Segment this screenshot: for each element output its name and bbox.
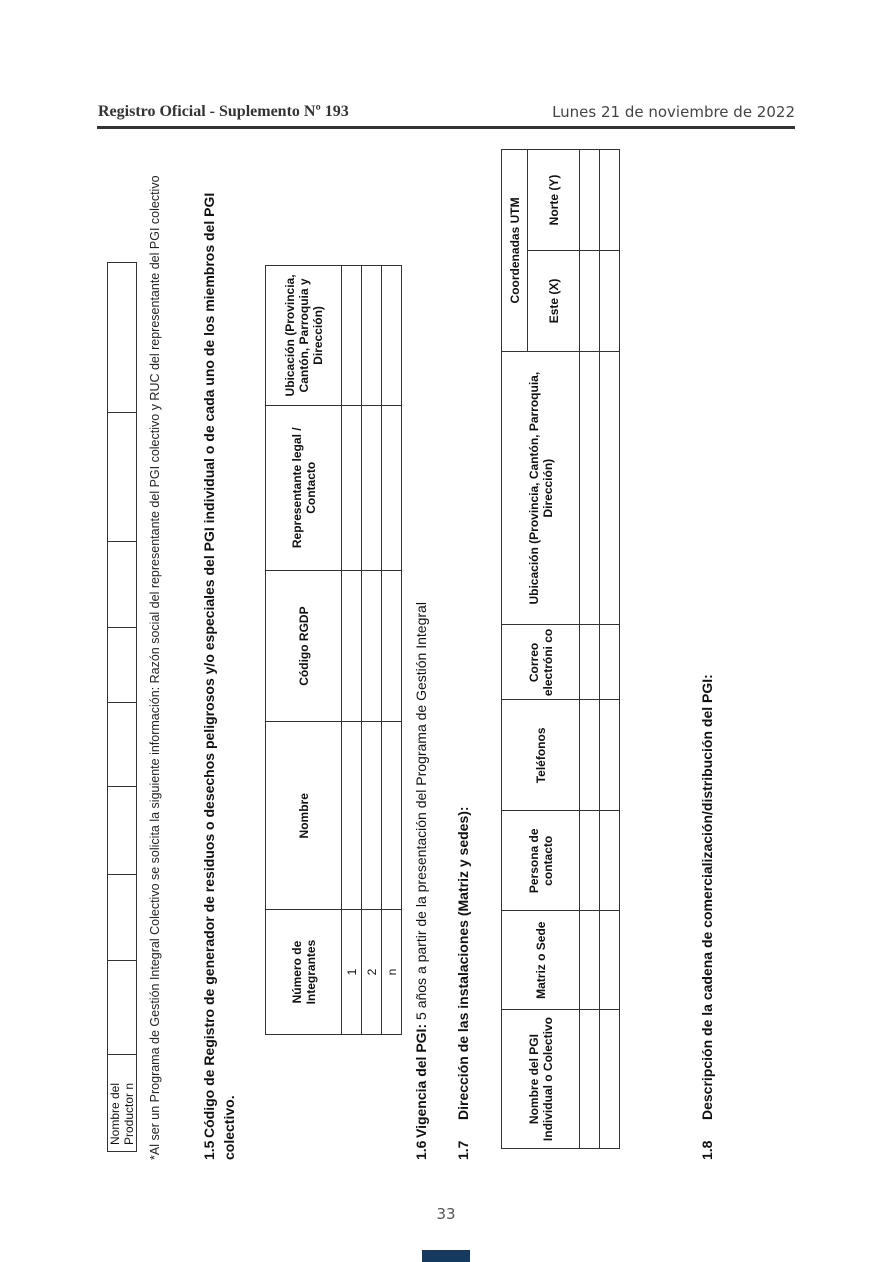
section-number: 1.5 bbox=[201, 1140, 217, 1160]
table-cell bbox=[382, 570, 402, 722]
row-number: 2 bbox=[362, 910, 382, 1035]
col-header: Correo electróni co bbox=[502, 625, 580, 700]
table-cell bbox=[342, 570, 362, 722]
table-cell bbox=[600, 911, 620, 1010]
col-header: Ubicación (Provincia, Cantón, Parroquia, Dirección) bbox=[502, 351, 580, 625]
table-cell bbox=[600, 351, 620, 625]
table-cell bbox=[580, 150, 600, 251]
producer-name-cell: Nombre del Productor n bbox=[108, 1055, 137, 1152]
utm-header: Coordenadas UTM bbox=[502, 150, 528, 352]
table-cell bbox=[580, 700, 600, 811]
table-cell bbox=[600, 150, 620, 251]
section-title: Vigencia del PGI: bbox=[413, 1023, 429, 1138]
table-cell bbox=[362, 570, 382, 722]
collective-note: *Al ser un Programa de Gestión Integral Colectivo se solicita la siguiente información: Razón social del representante del PGI colectivo y RUC del representante del PGI colectivo bbox=[148, 175, 162, 1160]
header-date: Lunes 21 de noviembre de 2022 bbox=[552, 103, 795, 121]
table-cell bbox=[362, 405, 382, 570]
table-cell bbox=[382, 722, 402, 910]
producer-cell bbox=[108, 263, 137, 413]
table-cell bbox=[580, 625, 600, 700]
table-cell bbox=[382, 405, 402, 570]
producer-cell bbox=[108, 542, 137, 628]
table-cell bbox=[600, 811, 620, 911]
section-number: 1.6 bbox=[413, 1140, 429, 1160]
table-cell bbox=[580, 911, 600, 1010]
header-rule bbox=[97, 126, 795, 129]
producer-cell bbox=[108, 413, 137, 542]
producer-cell bbox=[108, 786, 137, 874]
table-cell bbox=[580, 811, 600, 911]
col-header: Teléfonos bbox=[502, 700, 580, 811]
rgdp-table bbox=[265, 265, 402, 1035]
table-cell bbox=[600, 1010, 620, 1149]
producer-cell bbox=[108, 960, 137, 1054]
table-cell bbox=[600, 625, 620, 700]
footer-bar bbox=[422, 1250, 470, 1262]
table-cell bbox=[342, 405, 362, 570]
table-cell bbox=[580, 1010, 600, 1149]
producer-table bbox=[107, 262, 137, 1152]
header-publication: Registro Oficial - Suplemento Nº 193 bbox=[98, 103, 349, 120]
table-cell bbox=[580, 250, 600, 351]
section-1-8 bbox=[699, 160, 715, 1160]
producer-cell bbox=[108, 875, 137, 961]
utm-north-header: Norte (Y) bbox=[528, 150, 580, 251]
row-number: 1 bbox=[342, 910, 362, 1035]
section-1-6 bbox=[413, 160, 429, 1160]
col-header: Nombre bbox=[266, 722, 342, 910]
producer-cell bbox=[108, 703, 137, 787]
col-header: Persona de contacto bbox=[502, 811, 580, 911]
col-header: Número de Integrantes bbox=[266, 910, 342, 1035]
section-1-7 bbox=[455, 160, 471, 1160]
row-number: n bbox=[382, 910, 402, 1035]
table-cell bbox=[600, 250, 620, 351]
col-header: Nombre del PGI Individual o Colectivo bbox=[502, 1010, 580, 1149]
rotated-content bbox=[95, 160, 795, 1160]
producer-cell bbox=[108, 628, 137, 703]
section-title: Descripción de la cadena de comercialización/distribución del PGI: bbox=[699, 674, 715, 1120]
validity-text: 5 años a partir de la presentación del Programa de Gestión Integral bbox=[413, 602, 429, 1020]
table-cell bbox=[580, 351, 600, 625]
table-cell bbox=[342, 266, 362, 406]
utm-east-header: Este (X) bbox=[528, 250, 580, 351]
table-cell bbox=[342, 722, 362, 910]
section-number: 1.7 bbox=[455, 1140, 471, 1160]
table-cell bbox=[362, 722, 382, 910]
table-cell bbox=[600, 700, 620, 811]
section-number: 1.8 bbox=[699, 1140, 715, 1160]
col-header: Representante legal / Contacto bbox=[266, 405, 342, 570]
col-header: Matriz o Sede bbox=[502, 911, 580, 1010]
section-title: Código de Registro de generador de residuos o desechos peligrosos y/o especiales del PGI individual o de cada uno de los miembros del PGI colectivo. bbox=[201, 192, 237, 1160]
table-cell bbox=[382, 266, 402, 406]
page-number: 33 bbox=[436, 1205, 456, 1223]
table-cell bbox=[362, 266, 382, 406]
col-header: Ubicación (Provincia, Cantón, Parroquia y Dirección) bbox=[266, 266, 342, 406]
facilities-table bbox=[501, 149, 620, 1149]
section-1-5 bbox=[199, 160, 239, 1160]
section-title: Dirección de las instalaciones (Matriz y sedes): bbox=[455, 806, 471, 1120]
col-header: Código RGDP bbox=[266, 570, 342, 722]
